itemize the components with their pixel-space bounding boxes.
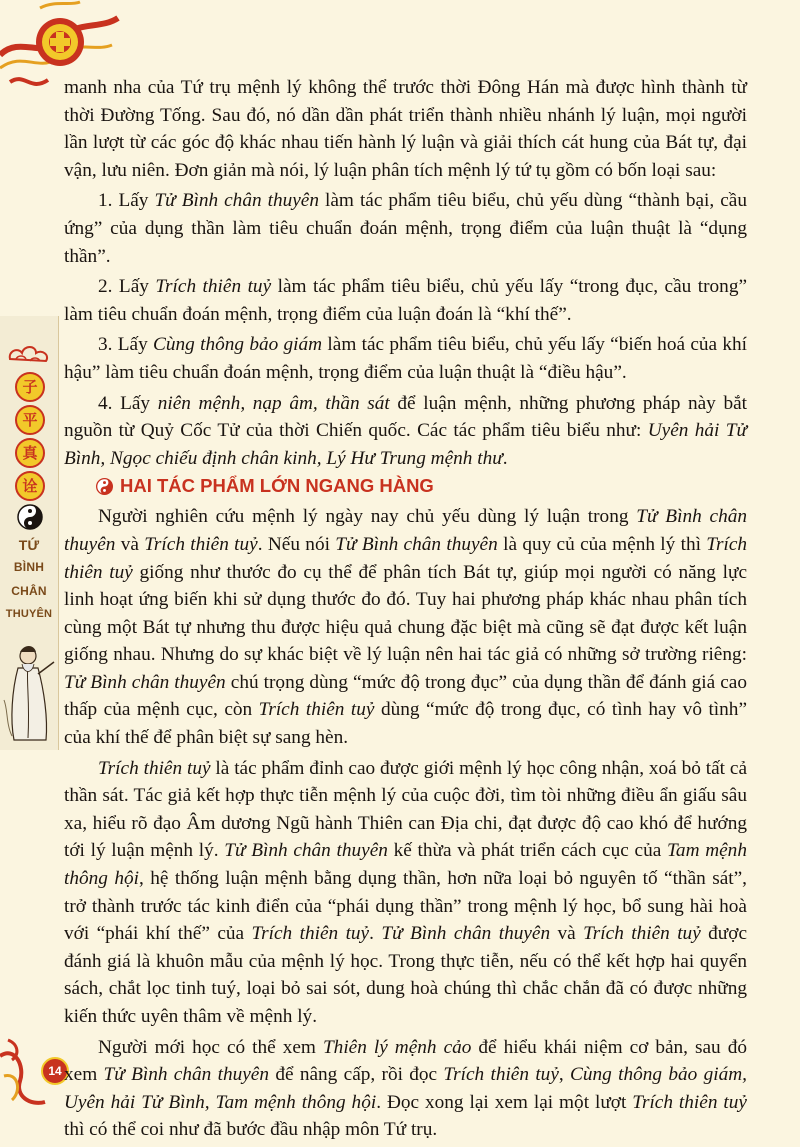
paragraph-4: Người mới học có thể xem Thiên lý mệnh cảo để hiểu khái niệm cơ bản, sau đó xem Tử Bình chân thuyên để nâng cấp, rồi đọc Trích thiên tuỷ, Cùng thông bảo giám, Uyên hải Tử Bình, Tam mệnh thông hội. Đọc xong lại xem lại một lượt Trích thiên tuỷ thì có thể coi như đã bước đầu nhập môn Tứ trụ.	[64, 1036, 747, 1141]
book-title: Uyên hải Tử Bình, Ngọc chiếu định chân kinh, Lý Hư Trung mệnh thư	[64, 420, 747, 469]
page-number: 14	[41, 1057, 69, 1085]
side-title-word-2: BÌNH	[13, 560, 45, 574]
list-item-2: 2. Lấy Trích thiên tuỷ làm tác phẩm tiêu biểu, chủ yếu lấy “trong đục, cầu trong” làm tiêu chuẩn đoán mệnh, trọng điểm của luận đoán là “khí thế”.	[64, 276, 748, 325]
list-item-4: 4. Lấy niên mệnh, nạp âm, thần sát để luận mệnh, những phương pháp này bắt nguồn từ Quỷ Cốc Tử của thời Chiến quốc. Các tác phẩm tiêu biểu như: Uyên hải Tử Bình, Ngọc chiếu định chân kinh, Lý Hư Trung mệnh thư.	[64, 392, 748, 469]
side-title-word-4: THUYÊN	[5, 608, 53, 620]
side-seal-3: 真	[15, 438, 45, 468]
sage-figure-icon	[2, 640, 58, 744]
side-seal-1: 子	[15, 372, 45, 402]
list-item-1: 1. Lấy Tử Bình chân thuyên làm tác phẩm tiêu biểu, chủ yếu dùng “thành bại, cầu ứng” của dụng thần làm tiêu chuẩn đoán mệnh, trọng điểm của luận thuật là “dụng thần”.	[64, 190, 747, 267]
body-text	[64, 74, 747, 1147]
list-item-3: 3. Lấy Cùng thông bảo giám làm tác phẩm tiêu biểu, chủ yếu lấy “biến hoá của khí hậu” làm tiêu chuẩn đoán mệnh, trọng điểm của luận thuật là “điều hậu”.	[64, 334, 748, 383]
cloud-icon	[6, 339, 52, 367]
paragraph-2: Người nghiên cứu mệnh lý ngày nay chủ yếu dùng lý luận trong Tử Bình chân thuyên và Trích thiên tuỷ. Nếu nói Tử Bình chân thuyên là quy củ của mệnh lý thì Trích thiên tuỷ giống như thước đo cụ thể để phân tích Bát tự, giúp mọi người có năng lực linh hoạt ứng biến khi sử dụng thước đo đó. Tuy hai phương pháp khác nhau phân tích cùng một Bát tự nhưng thu được hiệu quả chung đặc biệt mà cũng sẽ đạt được kết luận giống nhau. Nhưng do sự khác biệt về lý luận nên hai tác giả có những sở trường riêng: Tử Bình chân thuyên chú trọng dùng “mức độ trong đục” của dụng thần để đánh giá cao thấp của mệnh cục, còn Trích thiên tuỷ dùng “mức độ trong đục, có tình hay vô tình” của khí thế để phân biệt sự sang hèn.	[64, 506, 748, 749]
book-title: Cùng thông bảo giám	[153, 334, 323, 356]
side-title-word-3: CHÂN	[11, 584, 47, 598]
yin-yang-icon	[17, 504, 43, 530]
section-heading-text: HAI TÁC PHẨM LỚN NGANG HÀNG	[120, 475, 434, 497]
side-seal-4: 诠	[15, 471, 45, 501]
side-seal-2: 平	[15, 405, 45, 435]
book-title: Tử Bình chân thuyên	[154, 190, 320, 212]
paragraph-intro: manh nha của Tứ trụ mệnh lý không thể trước thời Đông Hán mà được hình thành từ thời Đường Tống. Sau đó, nó dần dần phát triển thành nhiều nhánh lý luận, mọi người lần lượt từ các góc độ khác nhau tiến hành lý luận và giải thích cát hung của Bát tự, đại vận, lưu niên. Đơn giản mà nói, lý luận phân tích mệnh lý tứ tụ gồm có bốn loại sau:	[64, 77, 747, 181]
section-heading	[96, 475, 747, 497]
paragraph-3: Trích thiên tuỷ là tác phẩm đỉnh cao được giới mệnh lý học công nhận, xoá bỏ tất cả thần sát. Tác giả kết hợp thực tiễn mệnh lý của cuộc đời, tìm tòi những điều ẩn giấu sâu xa, hiểu rõ đạo Âm dương Ngũ hành Thiên can Địa chi, đạt được độ cao khó để hướng tới lý luận mệnh lý. Tử Bình chân thuyên kế thừa và phát triển cách cục của Tam mệnh thông hội, hệ thống luận mệnh bằng dụng thần, hơn nữa loại bỏ nguyên tố “thần sát”, trở thành trước tác kinh điển của “phái dụng thần” trong mệnh lý học, bổ sung hài hoà với “phái khí thế” của Trích thiên tuỷ. Tử Bình chân thuyên và Trích thiên tuỷ được đánh giá là khuôn mẫu của mệnh lý học. Trong thực tiễn, nếu có thể kết hợp hai quyển sách, chắt lọc tinh tuý, loại bỏ sai sót, dung hoà chúng thì chắc chắn đã có được những kiến thức uyên thâm về mệnh lý.	[64, 757, 748, 1027]
book-title: Trích thiên tuỷ	[155, 276, 272, 298]
yin-yang-icon	[96, 478, 113, 495]
side-title-word-1: TỨ	[18, 537, 40, 553]
